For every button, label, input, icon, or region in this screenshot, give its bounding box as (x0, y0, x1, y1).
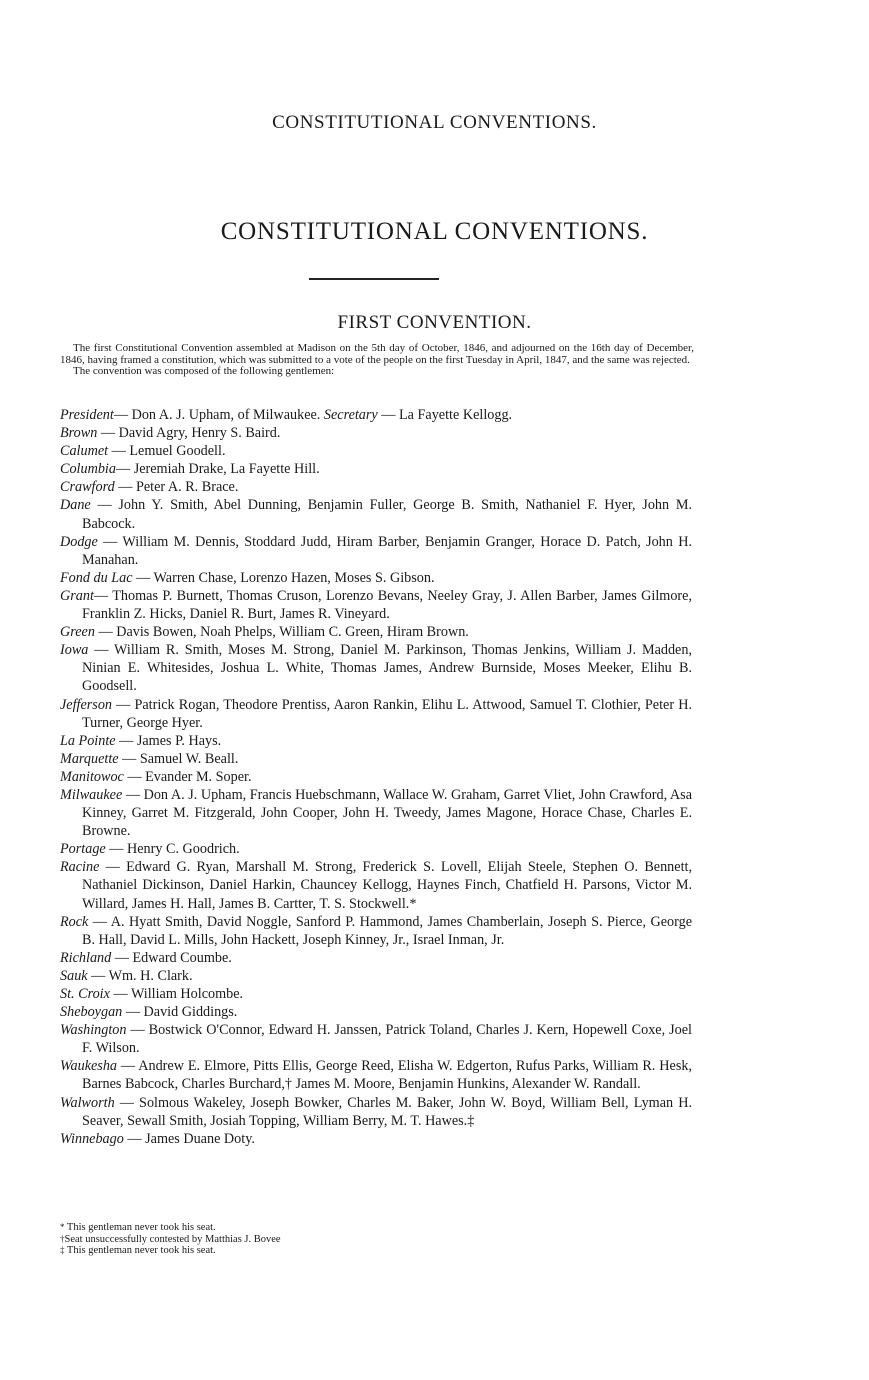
member-names: — Bostwick O'Connor, Edward H. Janssen, Patrick Toland, Charles J. Kern, Hopewell Coxe, Joel F. Wilson. (82, 1022, 692, 1057)
entry-sauk (60, 967, 692, 985)
intro-composition-text: The convention was composed of the following gentlemen: (73, 365, 335, 378)
member-names: — Lemuel Goodell. (108, 443, 226, 460)
county-label: Winnebago (60, 1130, 124, 1147)
county-label: Waukesha (60, 1058, 118, 1075)
footnote-text: This gentleman never took his seat. (64, 1222, 216, 1233)
entry-rock (60, 913, 692, 949)
entry-richland (60, 949, 692, 967)
entry-portage (60, 840, 692, 858)
county-label: Brown (60, 425, 98, 442)
member-names: — James Duane Doty. (123, 1130, 255, 1147)
title-rule (309, 278, 439, 280)
member-names: — Henry C. Goodrich. (105, 841, 240, 858)
member-names: — Warren Chase, Lorenzo Hazen, Moses S. Gibson. (132, 569, 435, 586)
entry-washington (60, 1021, 692, 1057)
intro-paragraph (60, 343, 694, 378)
entry-iowa (60, 641, 692, 695)
member-names: — Thomas P. Burnett, Thomas Cruson, Lorenzo Bevans, Neeley Gray, J. Allen Barber, James Gilmore, Franklin Z. Hicks, Daniel R. Burt, James R. Vineyard. (82, 587, 692, 623)
entry-waukesha (60, 1057, 692, 1093)
member-names: — William R. Smith, Moses M. Strong, Daniel M. Parkinson, Thomas Jenkins, William J. Madden, Ninian E. Whitesides, Joshua L. White, Thomas James, Andrew Burnside, Moses Meeker, Elihu B. Goodsell. (82, 642, 692, 695)
entry-manitowoc (60, 768, 692, 786)
entry-jefferson (60, 696, 692, 732)
member-names: — Wm. H. Clark. (87, 967, 193, 984)
member-names: — Don A. J. Upham, Francis Huebschmann, Wallace W. Graham, Garret Vliet, John Crawford, Asa Kinney, Garret M. Fitzgerald, John Cooper, John H. Tweedy, James Magone, Horace Chase, Charles E. Browne. (82, 786, 692, 840)
footnote (60, 1245, 281, 1257)
county-label: Dane (60, 497, 91, 514)
member-names: — Edward G. Ryan, Marshall M. Strong, Frederick S. Lovell, Elijah Steele, Stephen O. Bennett, Nathaniel Dickinson, Daniel Harkin, Chauncey Kellogg, Haynes Finch, Chatfield H. Parsons, Victor M. Willard, James H. Hall, James B. Cartter, T. S. Stockwell.* (82, 859, 692, 912)
county-label: Walworth (60, 1094, 115, 1111)
county-label: Columbia (60, 461, 116, 478)
member-names: — A. Hyatt Smith, David Noggle, Sanford P. Hammond, James Chamberlain, Joseph S. Pierce, George B. Hall, David L. Mills, John Hackett, Joseph Kinney, Jr., Israel Inman, Jr. (82, 913, 692, 948)
county-label: Rock (60, 913, 89, 930)
member-names: — Samuel W. Beall. (118, 750, 239, 767)
office-label: Secretary (323, 407, 378, 423)
entry-grant (60, 587, 692, 623)
county-label: Iowa (60, 642, 89, 659)
member-names: — James P. Hays. (115, 732, 222, 749)
member-names: — Andrew E. Elmore, Pitts Ellis, George Reed, Elisha W. Edgerton, Rufus Parks, William R. Hesk, Barnes Babcock, Charles Burchard,† James M. Moore, Benjamin Hunkins, Alexander W. Randall. (82, 1058, 692, 1093)
running-head: CONSTITUTIONAL CONVENTIONS. (272, 112, 597, 133)
county-label: St. Croix (60, 986, 110, 1002)
county-label: Dodge (60, 533, 98, 550)
county-label: Richland (60, 949, 112, 966)
entry-winnebago (60, 1130, 692, 1148)
member-names: — William M. Dennis, Stoddard Judd, Hiram Barber, Benjamin Granger, Horace D. Patch, John H. Manahan. (82, 533, 692, 568)
member-names: — Jeremiah Drake, La Fayette Hill. (115, 461, 320, 478)
county-label: Crawford (60, 479, 115, 496)
member-names: — Edward Coumbe. (111, 949, 232, 966)
county-label: Marquette (60, 750, 119, 767)
footnote-mark: * (60, 1222, 65, 1232)
footnote-text: Seat unsuccessfully contested by Matthias J. Bovee (64, 1233, 281, 1245)
footnote (60, 1234, 281, 1246)
entry-racine (60, 858, 692, 912)
county-label: Grant (60, 587, 94, 604)
member-names: — Don A. J. Upham, of Milwaukee. (113, 407, 324, 423)
entry-brown (60, 424, 692, 442)
entry-milwaukee (60, 786, 692, 840)
entry-dodge (60, 533, 692, 569)
section-title: FIRST CONVENTION. (337, 312, 532, 333)
county-label: Jefferson (60, 696, 113, 713)
member-names: — David Agry, Henry S. Baird. (97, 425, 281, 442)
office-label: President (60, 407, 114, 423)
member-list (60, 406, 692, 1148)
county-label: Racine (60, 859, 100, 876)
county-label: La Pointe (60, 732, 116, 749)
county-label: Milwaukee (60, 786, 123, 803)
intro-text: The first Constitutional Convention assembled at Madison on the 5th day of October, 1846, and adjourned on the 16th day of December, 1846, having framed a constitution, which was submitted to a vote of the people on the first Tuesday in April, 1847, and the same was rejected. (60, 342, 694, 366)
county-label: Manitowoc (60, 768, 124, 785)
entry-marquette (60, 750, 692, 768)
member-names: — William Holcombe. (109, 986, 244, 1002)
member-names: — Peter A. R. Brace. (114, 479, 239, 496)
entry-sheboygan (60, 1003, 692, 1021)
entry-crawford (60, 478, 692, 496)
footnotes (60, 1222, 281, 1257)
member-names: — Evander M. Soper. (123, 768, 252, 785)
member-names: — John Y. Smith, Abel Dunning, Benjamin Fuller, George B. Smith, Nathaniel F. Hyer, John M. Babcock. (82, 497, 692, 532)
entry-dane (60, 496, 692, 532)
county-label: Sheboygan (60, 1004, 123, 1021)
member-names: — La Fayette Kellogg. (377, 407, 513, 423)
entry-green (60, 623, 692, 641)
county-label: Fond du Lac (60, 569, 133, 586)
member-names: — David Giddings. (122, 1004, 238, 1021)
footnote (60, 1222, 281, 1234)
footnote-mark: ‡ (60, 1245, 65, 1255)
page-title: CONSTITUTIONAL CONVENTIONS. (220, 218, 649, 245)
entry-fond-du-lac (60, 569, 692, 587)
member-names: — Davis Bowen, Noah Phelps, William C. Green, Hiram Brown. (94, 624, 469, 641)
county-label: Washington (60, 1022, 127, 1039)
entry-st-croix (60, 985, 692, 1003)
footnote-text: This gentleman never took his seat. (64, 1245, 216, 1256)
county-label: Green (60, 624, 95, 641)
entry-calumet (60, 442, 692, 460)
member-names: — Solmous Wakeley, Joseph Bowker, Charles M. Baker, John W. Boyd, William Bell, Lyman H. Seaver, Sewall Smith, Josiah Topping, William Berry, M. T. Hawes.‡ (82, 1094, 692, 1129)
county-label: Sauk (60, 967, 88, 984)
member-names: — Patrick Rogan, Theodore Prentiss, Aaron Rankin, Elihu L. Attwood, Samuel T. Clothier, Peter H. Turner, George Hyer. (82, 696, 692, 731)
county-label: Portage (60, 841, 106, 858)
entry-columbia (60, 460, 692, 478)
entry-president (60, 406, 692, 424)
footnote-mark: † (60, 1233, 65, 1244)
county-label: Calumet (60, 443, 109, 460)
entry-walworth (60, 1094, 692, 1130)
entry-la-pointe (60, 732, 692, 750)
